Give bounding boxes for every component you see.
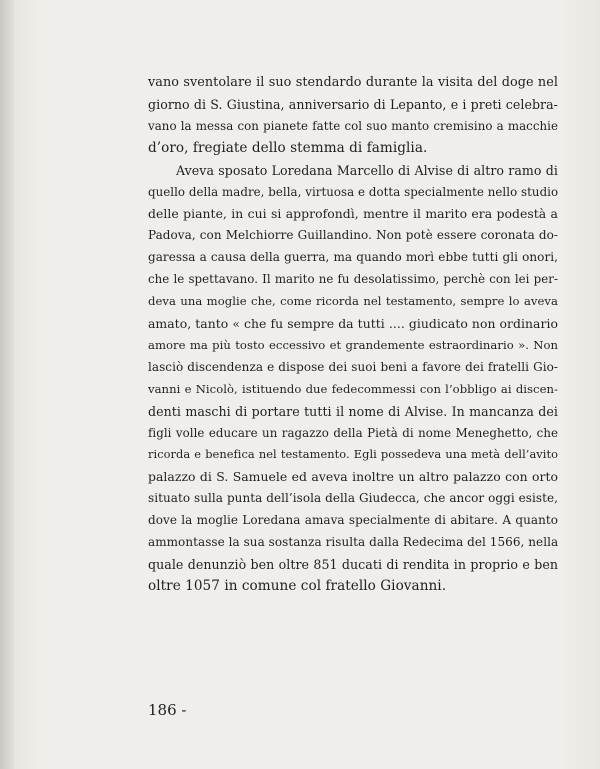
text-line: ricorda e benefica nel testamento. Egli possedeva una metà dell’avito [148,447,558,462]
text-line: quello della madre, bella, virtuosa e dotta specialmente nello studio [148,184,559,199]
page-number: 186 - [148,701,187,719]
text-line: amato, tanto « che fu sempre da tutti .... giudicato non ordinario [148,315,558,331]
text-line: quale denunziò ben oltre 851 ducati di rendita in proprio e ben [148,556,558,572]
text-line: deva una moglie che, come ricorda nel testamento, sempre lo aveva [148,294,558,309]
text-line: amore ma più tosto eccessivo et grandemente estraordinario ». Non [148,337,558,352]
page-gutter [0,0,14,769]
text-line: oltre 1057 in comune col fratello Giovanni. [148,577,447,594]
text-line: situato sulla punta dell’isola della Giudecca, che ancor oggi esiste, [148,491,558,506]
text-line: denti maschi di portare tutti il nome di Alvise. In mancanza dei [148,403,558,419]
text-line: palazzo di S. Samuele ed aveva inoltre un altro palazzo con orto [148,469,558,485]
text-line: Padova, con Melchiorre Guillandino. Non potè essere coronata do- [148,228,558,243]
text-line: vano sventolare il suo stendardo durante la visita del doge nel [148,75,558,90]
text-line: lasciò discendenza e dispose dei suoi beni a favore dei fratelli Gio- [148,359,558,374]
text-line: Aveva sposato Loredana Marcello di Alvise di altro ramo di [176,162,558,178]
text-line: d’oro, fregiate dello stemma di famiglia. [148,139,428,156]
text-line: giorno di S. Giustina, anniversario di Lepanto, e i preti celebra- [148,96,558,112]
text-line: che le spettavano. Il marito ne fu desolatissimo, perchè con lei per- [148,272,558,287]
text-line: dove la moglie Loredana amava specialmente di abitare. A quanto [148,513,558,528]
text-line: figli volle educare un ragazzo della Pietà di nome Meneghetto, che [148,425,558,440]
text-line: vanni e Nicolò, istituendo due fedecommessi con l’obbligo ai discen- [148,381,558,396]
text-line: garessa a causa della guerra, ma quando morì ebbe tutti gli onori, [148,250,558,265]
body-text [148,72,558,598]
text-line: vano la messa con pianete fatte col suo manto cremisino a macchie [148,118,558,133]
text-line: delle piante, in cui si approfondì, mentre il marito era podestà a [148,206,558,222]
text-line: ammontasse la sua sostanza risulta dalla Redecima del 1566, nella [148,535,559,550]
